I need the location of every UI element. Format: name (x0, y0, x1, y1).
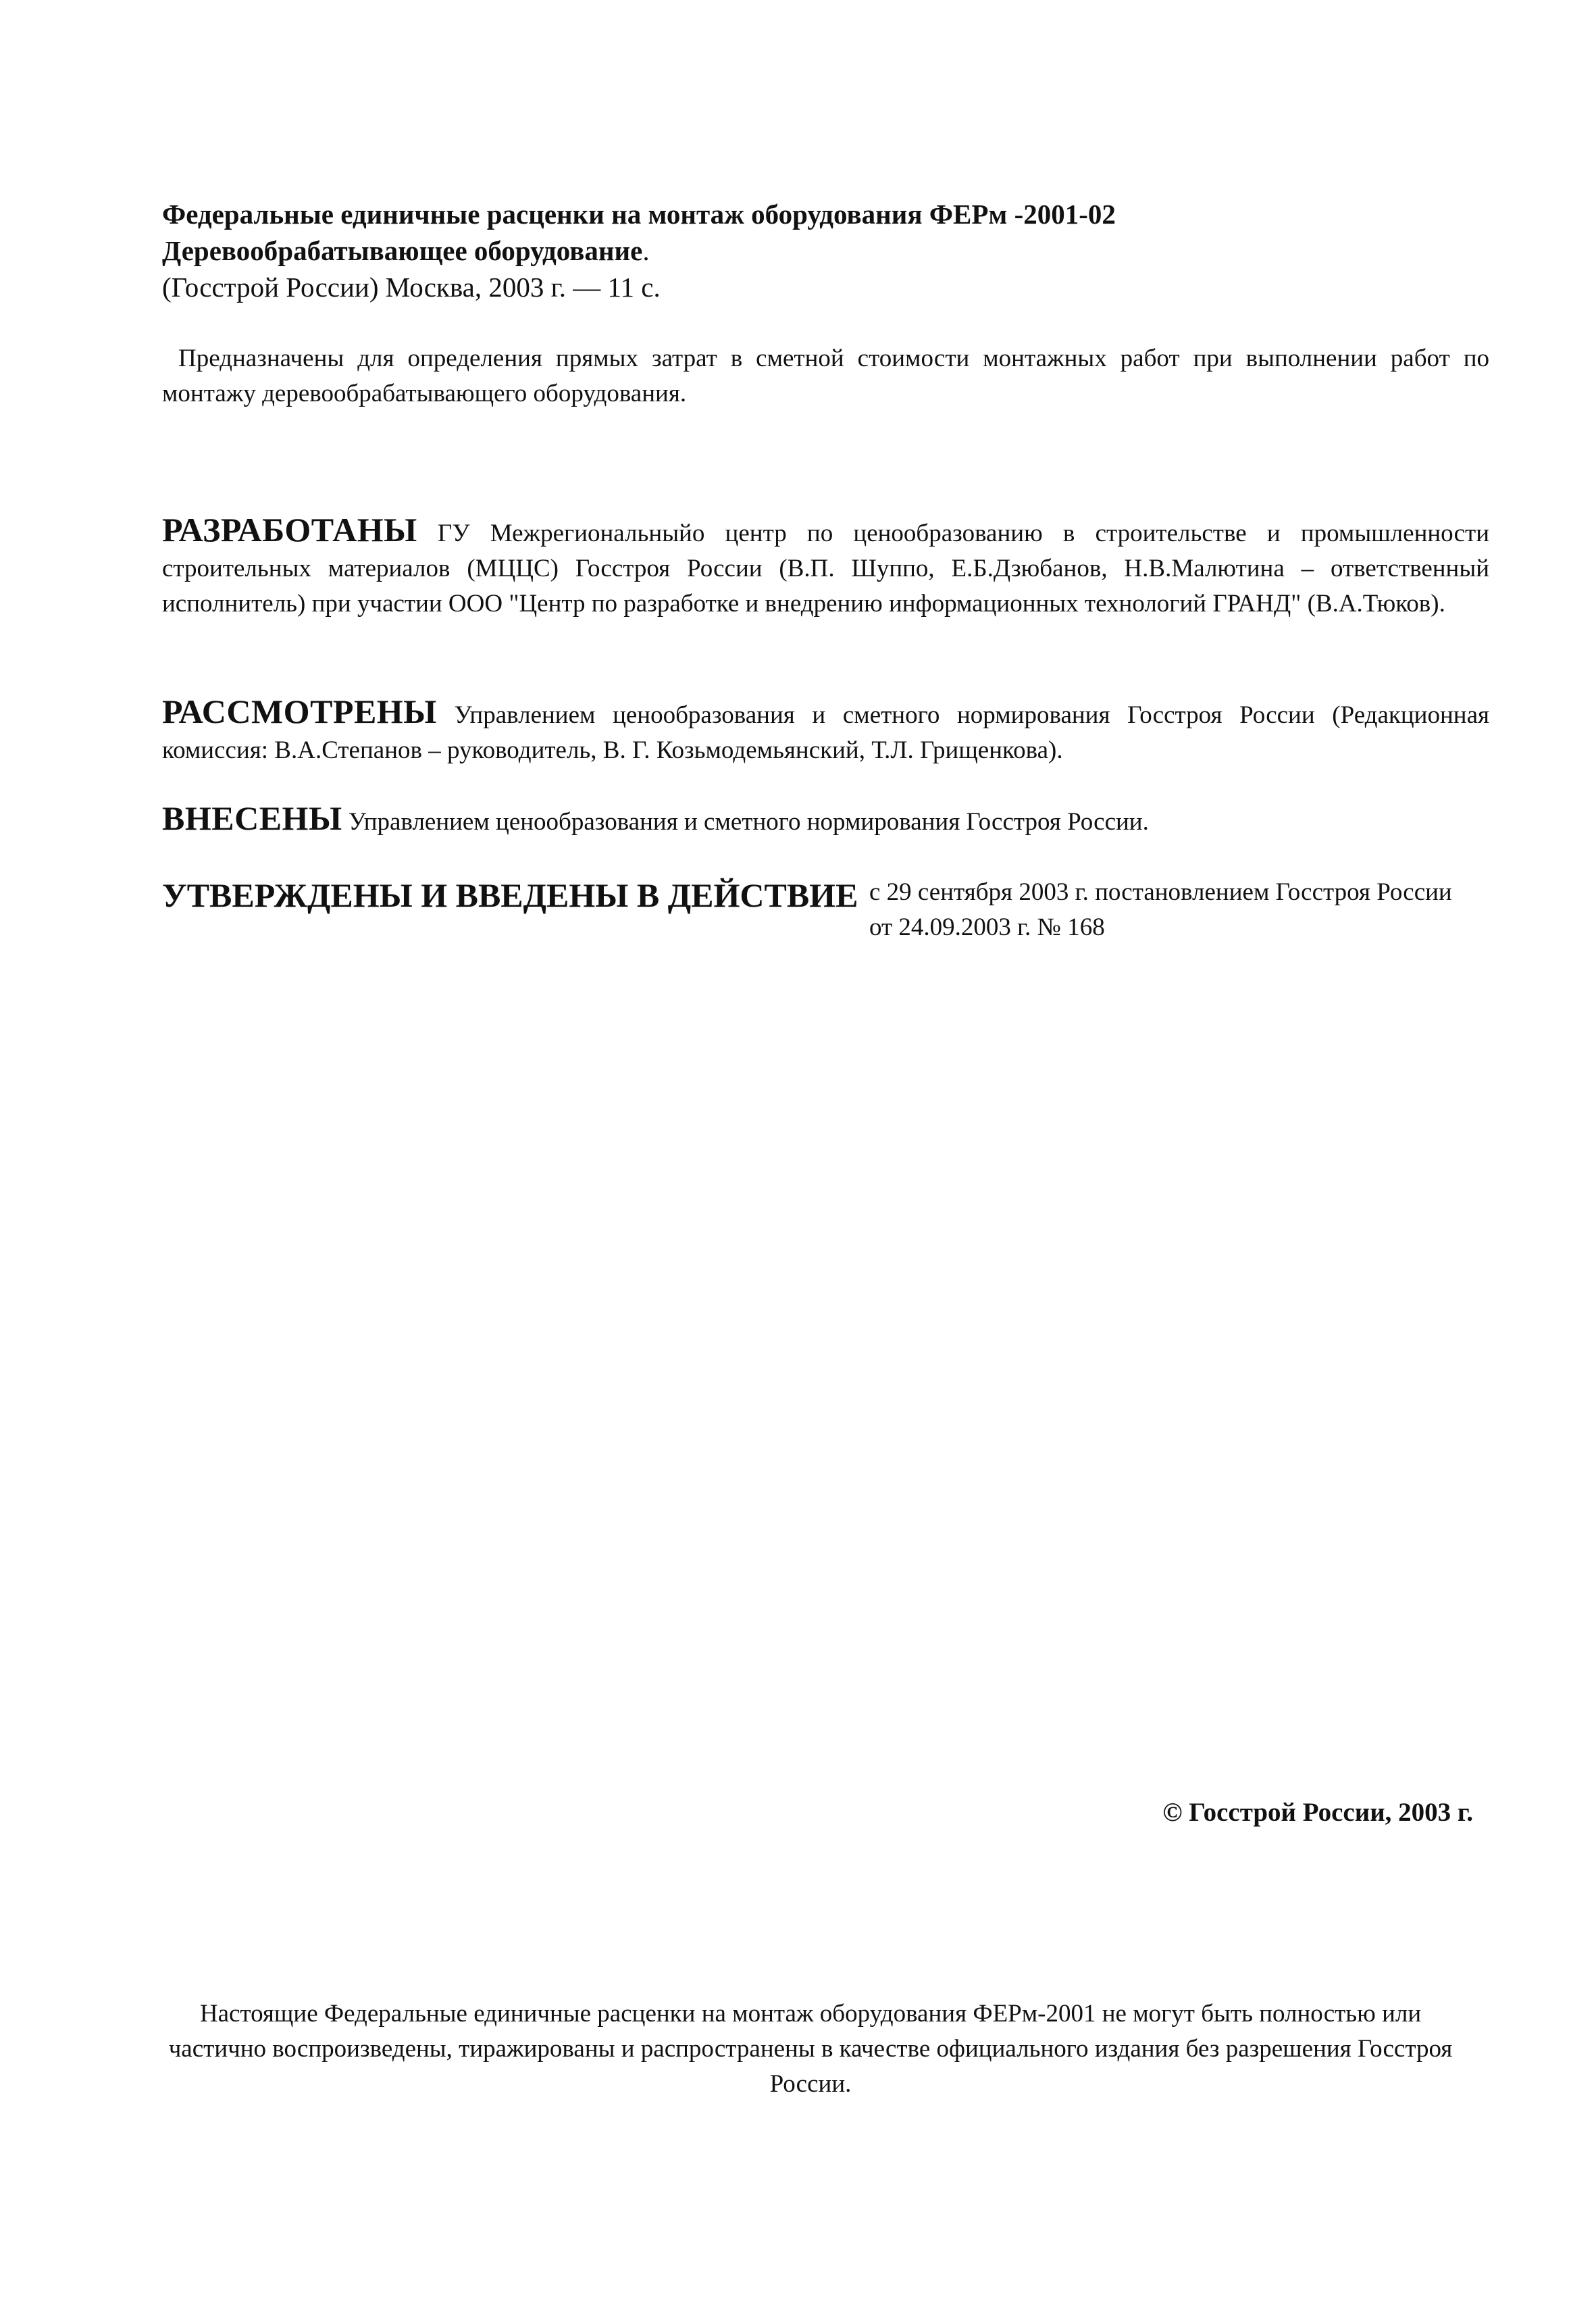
document-subtitle-period: . (642, 235, 650, 266)
document-subtitle-line (162, 232, 1445, 269)
developed-label: РАЗРАБОТАНЫ (162, 511, 417, 549)
approved-text: с 29 сентября 2003 г. постановлением Госстроя России от 24.09.2003 г. № 168 (869, 878, 1452, 941)
reviewed-label: РАССМОТРЕНЫ (162, 693, 437, 730)
approved-label: УТВЕРЖДЕНЫ И ВВЕДЕНЫ В ДЕЙСТВИЕ (162, 876, 858, 914)
approved-section (162, 875, 1489, 945)
document-title-block (162, 196, 1445, 305)
reviewed-text: Управлением ценообразования и сметного нормирования Госстроя России (Редакционная комиссия: В.А.Степанов – руководитель, В. Г. Козьмодемьянский, Т.Л. Грищенкова). (162, 701, 1490, 764)
document-title: Федеральные единичные расценки на монтаж оборудования ФЕРм -2001-02 (162, 199, 1116, 230)
purpose-paragraph: Предназначены для определения прямых затрат в сметной стоимости монтажных работ при выполнении работ по монтажу деревообрабатывающего оборудования. (162, 345, 1489, 407)
document-subtitle: Деревообрабатывающее оборудование (162, 235, 643, 266)
developed-section (162, 512, 1489, 622)
reviewed-section (162, 694, 1489, 768)
submitted-text: Управлением ценообразования и сметного нормирования Госстроя России. (348, 808, 1149, 836)
reproduction-notice: Настоящие Федеральные единичные расценки на монтаж оборудования ФЕРм-2001 не могут быть полностью или частично воспроизведены, тиражированы и распространены в качестве официального издания без разрешения Госстроя России. (168, 2000, 1453, 2098)
developed-text: ГУ Межрегиональныйо центр по ценообразованию в строительстве и промышленности строительных материалов (МЦЦС) Госстроя России (В.П. Шуппо, Е.Б.Дзюбанов, Н.В.Малютина – ответственный исполнитель) при участии ООО "Центр по разработке и внедрению информационных технологий ГРАНД" (В.А.Тюков). (162, 520, 1489, 618)
submitted-section (162, 801, 1489, 840)
publication-info: (Госстрой России) Москва, 2003 г. — 11 с. (162, 272, 661, 303)
copyright-notice: © Госстрой России, 2003 г. (1162, 1798, 1473, 1827)
submitted-label: ВНЕСЕНЫ (162, 799, 342, 837)
